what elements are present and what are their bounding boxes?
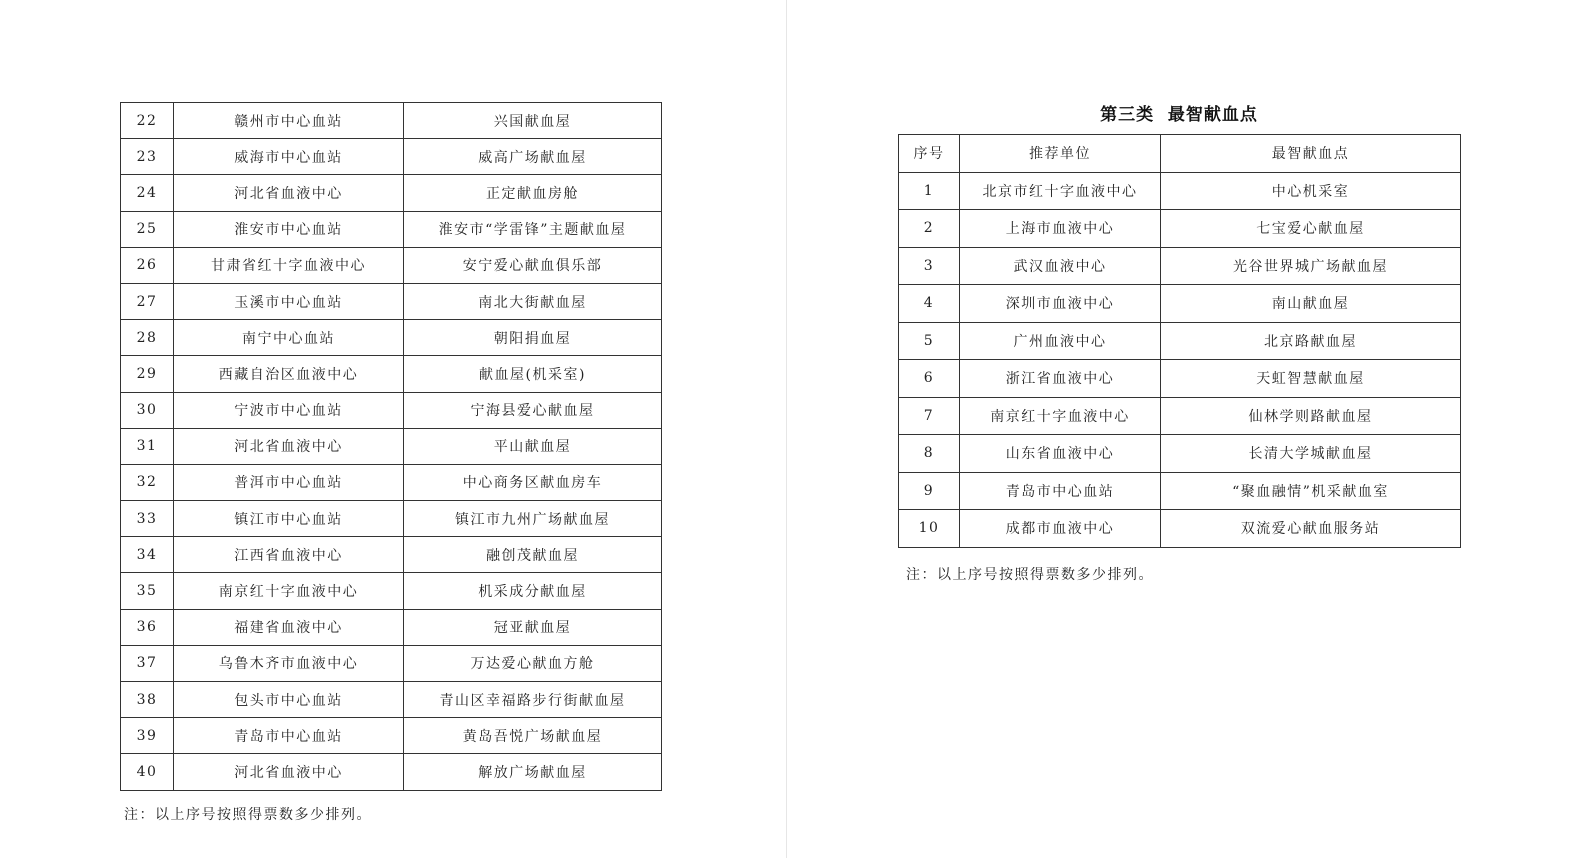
donation-site: 北京路献血屋 — [1161, 322, 1461, 360]
header-no: 序号 — [899, 135, 960, 173]
page-divider — [786, 0, 787, 858]
row-number: 28 — [121, 320, 174, 356]
donation-site: 安宁爱心献血俱乐部 — [404, 247, 662, 283]
donation-site: 中心商务区献血房车 — [404, 464, 662, 500]
donation-site: “聚血融情”机采献血室 — [1161, 472, 1461, 510]
recommending-unit: 赣州市中心血站 — [174, 103, 404, 139]
recommending-unit: 青岛市中心血站 — [960, 472, 1161, 510]
row-number: 3 — [899, 247, 960, 285]
donation-site: 中心机采室 — [1161, 172, 1461, 210]
recommending-unit: 河北省血液中心 — [174, 175, 404, 211]
right-table-body — [899, 172, 1461, 547]
row-number: 30 — [121, 392, 174, 428]
section-title: 第三类 最智献血点 — [1100, 105, 1258, 125]
donation-site: 正定献血房舱 — [404, 175, 662, 211]
row-number: 40 — [121, 754, 174, 790]
row-number: 27 — [121, 283, 174, 319]
table-row — [121, 428, 662, 464]
recommending-unit: 深圳市血液中心 — [960, 285, 1161, 323]
row-number: 4 — [899, 285, 960, 323]
row-number: 9 — [899, 472, 960, 510]
table-row — [121, 464, 662, 500]
recommending-unit: 河北省血液中心 — [174, 754, 404, 790]
table-header-row — [899, 135, 1461, 173]
donation-site: 光谷世界城广场献血屋 — [1161, 247, 1461, 285]
recommending-unit: 包头市中心血站 — [174, 682, 404, 718]
table-row — [121, 356, 662, 392]
table-row — [899, 435, 1461, 473]
table-row — [121, 682, 662, 718]
donation-site: 南北大街献血屋 — [404, 283, 662, 319]
recommending-unit: 乌鲁木齐市血液中心 — [174, 645, 404, 681]
donation-site: 天虹智慧献血屋 — [1161, 360, 1461, 398]
recommending-unit: 山东省血液中心 — [960, 435, 1161, 473]
donation-site: 七宝爱心献血屋 — [1161, 210, 1461, 248]
recommending-unit: 镇江市中心血站 — [174, 501, 404, 537]
table-row — [121, 103, 662, 139]
recommending-unit: 南京红十字血液中心 — [960, 397, 1161, 435]
donation-site: 镇江市九州广场献血屋 — [404, 501, 662, 537]
recommending-unit: 宁波市中心血站 — [174, 392, 404, 428]
donation-site: 解放广场献血屋 — [404, 754, 662, 790]
table-row — [899, 247, 1461, 285]
recommending-unit: 甘肃省红十字血液中心 — [174, 247, 404, 283]
table-row — [899, 360, 1461, 398]
table-row — [899, 172, 1461, 210]
table-row — [121, 139, 662, 175]
row-number: 2 — [899, 210, 960, 248]
recommending-unit: 西藏自治区血液中心 — [174, 356, 404, 392]
recommending-unit: 青岛市中心血站 — [174, 718, 404, 754]
table-row — [121, 573, 662, 609]
donation-site: 黄岛吾悦广场献血屋 — [404, 718, 662, 754]
donation-site: 冠亚献血屋 — [404, 609, 662, 645]
left-page-table — [120, 102, 662, 791]
right-page-table — [898, 134, 1461, 548]
table-row — [121, 283, 662, 319]
recommending-unit: 南宁中心血站 — [174, 320, 404, 356]
row-number: 29 — [121, 356, 174, 392]
donation-site: 宁海县爱心献血屋 — [404, 392, 662, 428]
row-number: 31 — [121, 428, 174, 464]
recommending-unit: 福建省血液中心 — [174, 609, 404, 645]
row-number: 34 — [121, 537, 174, 573]
table-row — [899, 397, 1461, 435]
row-number: 25 — [121, 211, 174, 247]
row-number: 32 — [121, 464, 174, 500]
row-number: 39 — [121, 718, 174, 754]
row-number: 5 — [899, 322, 960, 360]
left-table-body — [121, 103, 662, 791]
table-row — [899, 510, 1461, 548]
row-number: 8 — [899, 435, 960, 473]
row-number: 7 — [899, 397, 960, 435]
table-row — [121, 609, 662, 645]
table-row — [121, 645, 662, 681]
row-number: 24 — [121, 175, 174, 211]
table-row — [899, 472, 1461, 510]
table-row — [121, 501, 662, 537]
table-row — [121, 392, 662, 428]
donation-site: 淮安市“学雷锋”主题献血屋 — [404, 211, 662, 247]
recommending-unit: 浙江省血液中心 — [960, 360, 1161, 398]
donation-site: 南山献血屋 — [1161, 285, 1461, 323]
recommending-unit: 普洱市中心血站 — [174, 464, 404, 500]
donation-site: 万达爱心献血方舱 — [404, 645, 662, 681]
donation-site: 平山献血屋 — [404, 428, 662, 464]
row-number: 33 — [121, 501, 174, 537]
donation-site: 威高广场献血屋 — [404, 139, 662, 175]
recommending-unit: 淮安市中心血站 — [174, 211, 404, 247]
recommending-unit: 河北省血液中心 — [174, 428, 404, 464]
row-number: 10 — [899, 510, 960, 548]
table-row — [121, 211, 662, 247]
donation-site: 双流爱心献血服务站 — [1161, 510, 1461, 548]
donation-site: 兴国献血屋 — [404, 103, 662, 139]
table-row — [899, 322, 1461, 360]
recommending-unit: 玉溪市中心血站 — [174, 283, 404, 319]
row-number: 38 — [121, 682, 174, 718]
table-row — [899, 210, 1461, 248]
recommending-unit: 江西省血液中心 — [174, 537, 404, 573]
donation-site: 长清大学城献血屋 — [1161, 435, 1461, 473]
left-page-note: 注：以上序号按照得票数多少排列。 — [124, 807, 372, 823]
recommending-unit: 南京红十字血液中心 — [174, 573, 404, 609]
table-row — [121, 718, 662, 754]
row-number: 37 — [121, 645, 174, 681]
right-page-note: 注：以上序号按照得票数多少排列。 — [906, 567, 1154, 583]
row-number: 22 — [121, 103, 174, 139]
recommending-unit: 威海市中心血站 — [174, 139, 404, 175]
donation-site: 青山区幸福路步行街献血屋 — [404, 682, 662, 718]
table-row — [121, 247, 662, 283]
donation-site: 融创茂献血屋 — [404, 537, 662, 573]
donation-site: 朝阳捐血屋 — [404, 320, 662, 356]
table-row — [121, 537, 662, 573]
recommending-unit: 武汉血液中心 — [960, 247, 1161, 285]
row-number: 6 — [899, 360, 960, 398]
recommending-unit: 广州血液中心 — [960, 322, 1161, 360]
table-row — [121, 754, 662, 790]
recommending-unit: 成都市血液中心 — [960, 510, 1161, 548]
table-row — [899, 285, 1461, 323]
header-unit: 推荐单位 — [960, 135, 1161, 173]
row-number: 23 — [121, 139, 174, 175]
header-site: 最智献血点 — [1161, 135, 1461, 173]
table-row — [121, 175, 662, 211]
donation-site: 献血屋(机采室) — [404, 356, 662, 392]
table-row — [121, 320, 662, 356]
donation-site: 仙林学则路献血屋 — [1161, 397, 1461, 435]
recommending-unit: 北京市红十字血液中心 — [960, 172, 1161, 210]
row-number: 26 — [121, 247, 174, 283]
row-number: 35 — [121, 573, 174, 609]
donation-site: 机采成分献血屋 — [404, 573, 662, 609]
row-number: 36 — [121, 609, 174, 645]
recommending-unit: 上海市血液中心 — [960, 210, 1161, 248]
row-number: 1 — [899, 172, 960, 210]
